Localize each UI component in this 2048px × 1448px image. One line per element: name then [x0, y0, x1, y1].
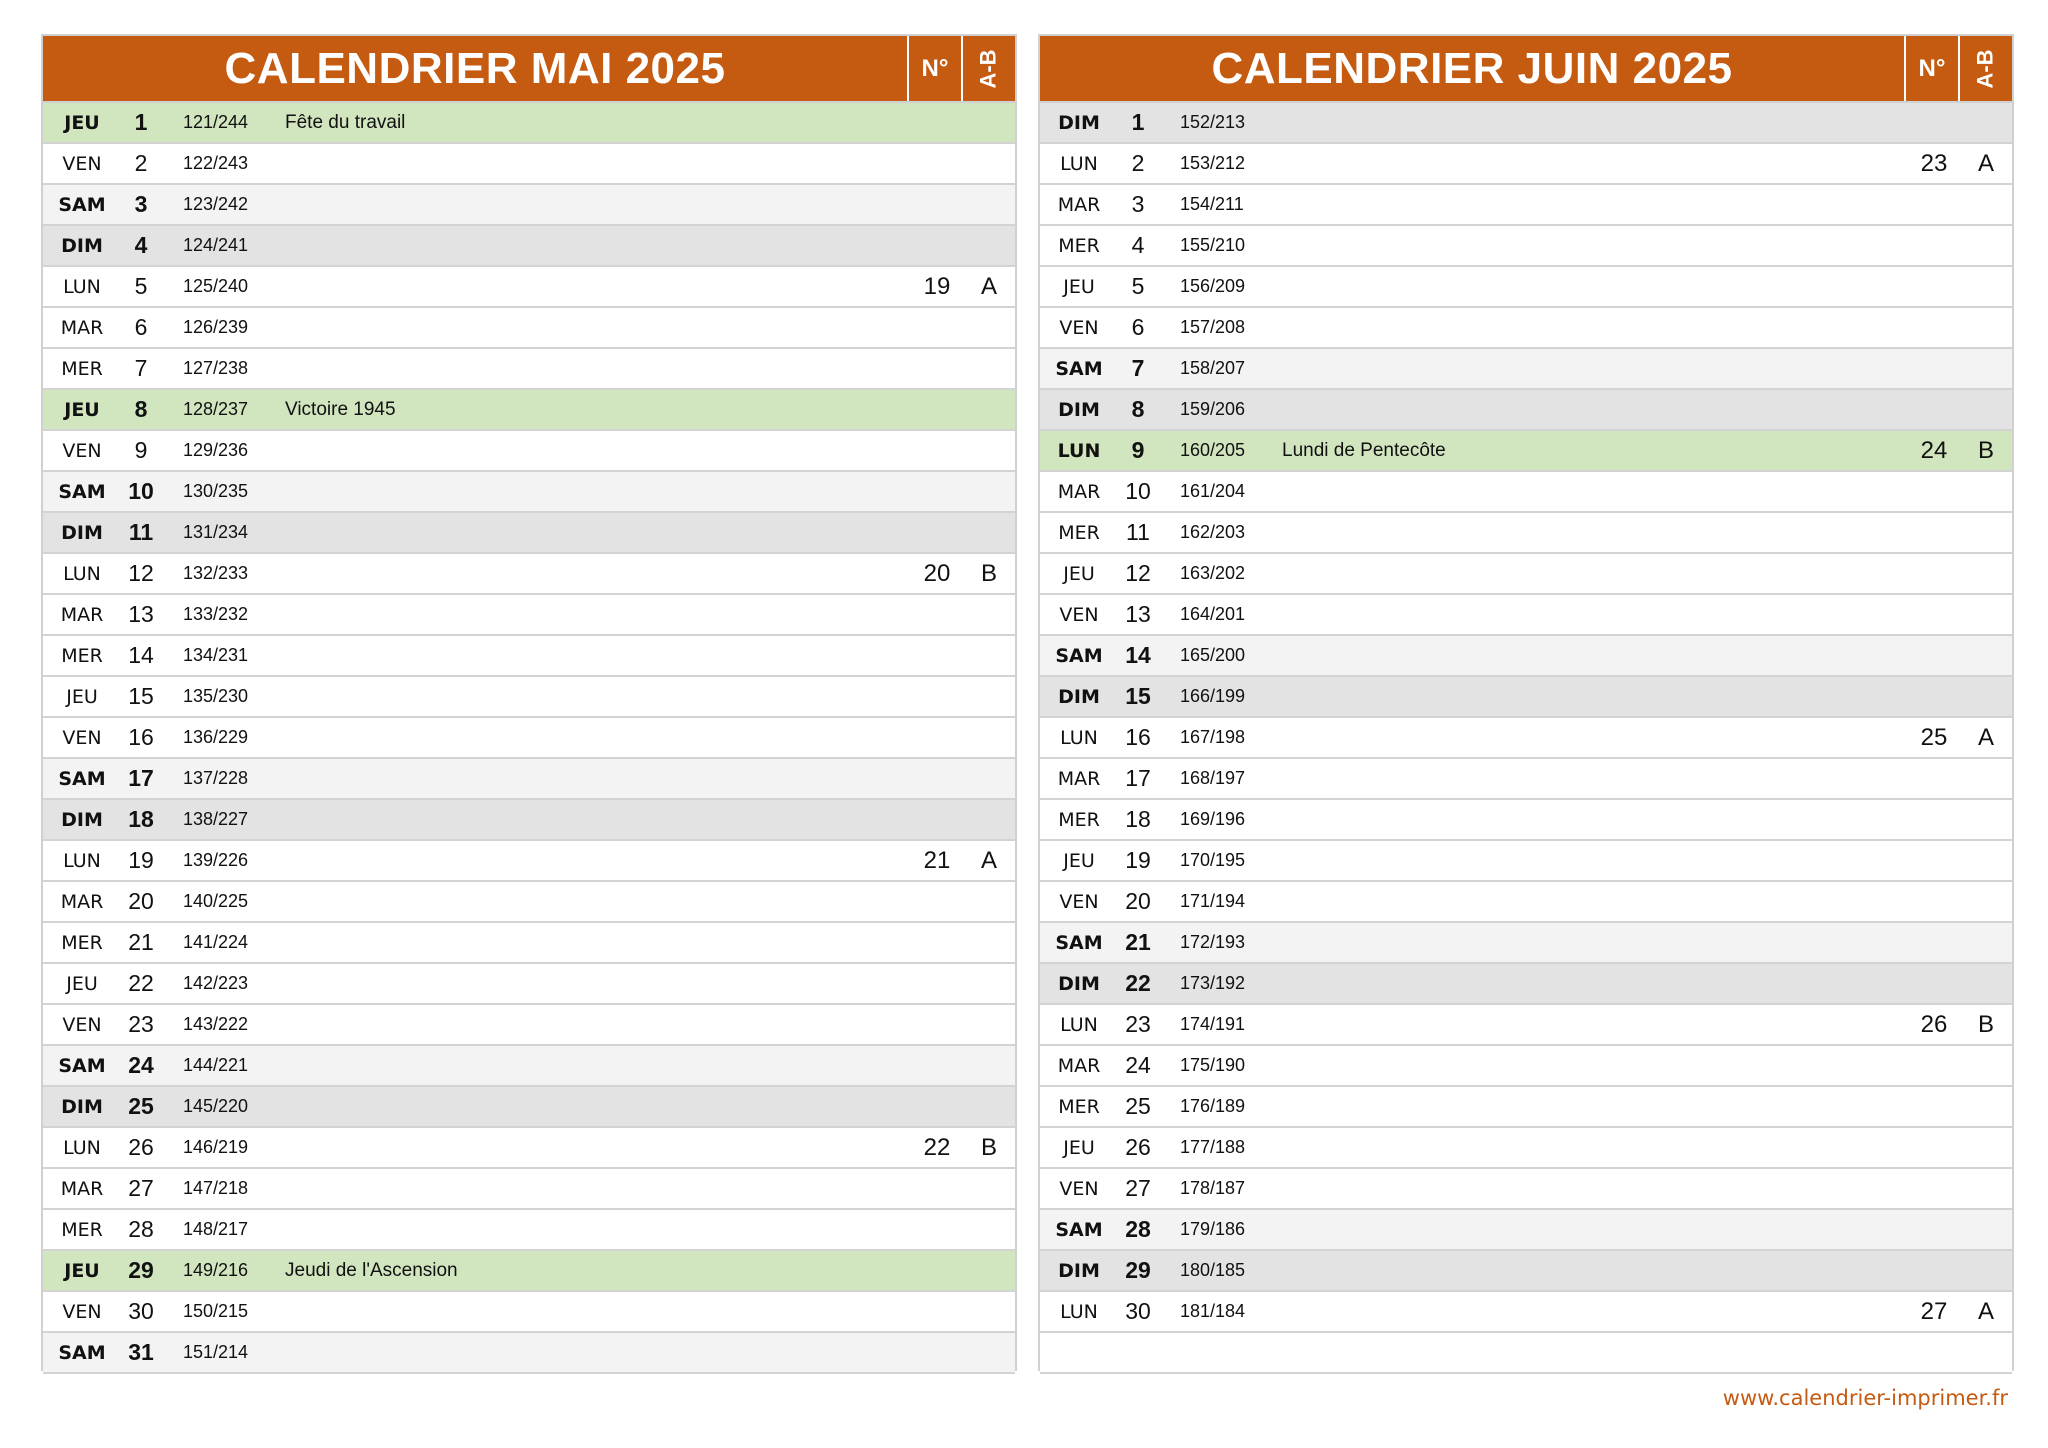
day-row: [1040, 800, 2012, 841]
day-of-year: 157/208: [1180, 317, 1246, 337]
weekday-label: MAR: [60, 890, 104, 913]
day-number: 29: [1125, 1257, 1151, 1283]
day-row: [43, 1046, 1015, 1087]
day-number: 21: [1125, 929, 1151, 955]
day-of-year: 126/239: [183, 317, 249, 337]
day-of-year: 180/185: [1180, 1260, 1246, 1280]
day-row: [43, 1087, 1015, 1128]
day-row: [1040, 841, 2012, 882]
weekday-label: SAM: [58, 480, 106, 503]
day-number: 13: [128, 601, 154, 627]
day-number: 12: [1125, 560, 1151, 586]
day-of-year: 142/223: [183, 973, 249, 993]
day-row: [43, 718, 1015, 759]
day-of-year: 167/198: [1180, 727, 1246, 747]
day-of-year: 136/229: [183, 727, 249, 747]
day-number: 9: [134, 437, 148, 463]
ab-week-letter: A: [1977, 1297, 1994, 1325]
weekday-label: LUN: [1060, 152, 1098, 175]
day-of-year: 179/186: [1180, 1219, 1246, 1239]
day-number: 6: [134, 314, 148, 340]
day-number: 27: [128, 1175, 154, 1201]
day-number: 3: [134, 191, 148, 217]
day-of-year: 132/233: [183, 563, 249, 583]
day-row: [1040, 1005, 2012, 1046]
weekday-label: JEU: [66, 972, 98, 995]
ab-week-header: [1958, 36, 2012, 101]
weekday-label: JEU: [1063, 562, 1095, 585]
day-row: [1040, 1046, 2012, 1087]
day-row: [1040, 636, 2012, 677]
weekday-label: DIM: [61, 808, 103, 831]
day-number: 24: [1125, 1052, 1151, 1078]
week-number-header: N°: [1904, 36, 1958, 101]
day-row: [1040, 308, 2012, 349]
day-number: 24: [128, 1052, 154, 1078]
day-of-year: 166/199: [1180, 686, 1246, 706]
weekday-label: MER: [1058, 234, 1100, 257]
day-number: 9: [1131, 437, 1145, 463]
ab-week-letter: A: [980, 272, 997, 300]
day-of-year: 178/187: [1180, 1178, 1246, 1198]
weekday-label: DIM: [1058, 685, 1100, 708]
day-number: 23: [128, 1011, 154, 1037]
week-number: 26: [1920, 1010, 1948, 1038]
day-of-year: 151/214: [183, 1342, 249, 1362]
day-of-year: 145/220: [183, 1096, 249, 1116]
day-number: 19: [1125, 847, 1151, 873]
day-of-year: 155/210: [1180, 235, 1246, 255]
day-row: [43, 226, 1015, 267]
week-number: 20: [923, 559, 951, 587]
day-number: 7: [1131, 355, 1145, 381]
day-row: [1040, 226, 2012, 267]
week-number: 25: [1920, 723, 1948, 751]
weekday-label: MAR: [1057, 193, 1101, 216]
day-of-year: 174/191: [1180, 1014, 1246, 1034]
day-number: 1: [1131, 109, 1145, 135]
day-number: 8: [1131, 396, 1145, 422]
weekday-label: VEN: [62, 439, 102, 462]
calendar-header: [43, 36, 1015, 103]
weekday-label: DIM: [61, 234, 103, 257]
day-of-year: 165/200: [1180, 645, 1246, 665]
day-of-year: 170/195: [1180, 850, 1246, 870]
day-of-year: 125/240: [183, 276, 249, 296]
day-row: [43, 882, 1015, 923]
day-row: [43, 841, 1015, 882]
day-row: [43, 677, 1015, 718]
weekday-label: MAR: [60, 316, 104, 339]
day-row: [43, 185, 1015, 226]
day-of-year: 134/231: [183, 645, 249, 665]
weekday-label: MAR: [1057, 767, 1101, 790]
ab-week-letter: A: [1977, 149, 1994, 177]
day-note: Fête du travail: [285, 111, 406, 133]
ab-week-letter: B: [1977, 1010, 1994, 1038]
day-of-year: 133/232: [183, 604, 249, 624]
day-row: [1040, 267, 2012, 308]
day-row: [1040, 185, 2012, 226]
day-of-year: 176/189: [1180, 1096, 1246, 1116]
day-rows: [43, 103, 1015, 1374]
day-row: [43, 1251, 1015, 1292]
day-number: 15: [128, 683, 154, 709]
day-of-year: 148/217: [183, 1219, 249, 1239]
week-number: 22: [923, 1133, 951, 1161]
day-of-year: 171/194: [1180, 891, 1246, 911]
weekday-label: JEU: [64, 1259, 100, 1282]
weekday-label: MER: [61, 931, 103, 954]
weekday-label: MER: [1058, 1095, 1100, 1118]
day-number: 15: [1125, 683, 1151, 709]
weekday-label: MER: [1058, 521, 1100, 544]
weekday-label: LUN: [1060, 1300, 1098, 1323]
weekday-label: VEN: [1059, 890, 1099, 913]
day-row: [43, 144, 1015, 185]
day-row: [1040, 513, 2012, 554]
weekday-label: LUN: [63, 562, 101, 585]
day-number: 13: [1125, 601, 1151, 627]
day-number: 31: [128, 1339, 154, 1365]
day-number: 29: [128, 1257, 154, 1283]
weekday-label: MAR: [60, 603, 104, 626]
day-number: 17: [128, 765, 154, 791]
day-of-year: 122/243: [183, 153, 249, 173]
day-number: 14: [1125, 642, 1151, 668]
day-number: 17: [1125, 765, 1151, 791]
day-row: [1040, 431, 2012, 472]
day-number: 8: [134, 396, 148, 422]
day-of-year: 139/226: [183, 850, 249, 870]
day-row: [1040, 554, 2012, 595]
day-number: 6: [1131, 314, 1145, 340]
day-row: [43, 103, 1015, 144]
day-row: [43, 349, 1015, 390]
day-of-year: 131/234: [183, 522, 249, 542]
weekday-label: LUN: [1060, 1013, 1098, 1036]
day-of-year: 161/204: [1180, 481, 1246, 501]
day-rows: [1040, 103, 2012, 1374]
day-of-year: 127/238: [183, 358, 249, 378]
day-row: [1040, 923, 2012, 964]
calendar-header: [1040, 36, 2012, 103]
weekday-label: JEU: [64, 111, 100, 134]
week-number: 21: [923, 846, 951, 874]
day-number: 28: [1125, 1216, 1151, 1242]
weekday-label: DIM: [1058, 111, 1100, 134]
calendar-may: [41, 34, 1017, 1371]
week-number-header: N°: [907, 36, 961, 101]
day-number: 25: [128, 1093, 154, 1119]
day-of-year: 169/196: [1180, 809, 1246, 829]
day-row: [1040, 677, 2012, 718]
day-of-year: 153/212: [1180, 153, 1246, 173]
day-number: 1: [134, 109, 148, 135]
day-number: 22: [128, 970, 154, 996]
day-of-year: 173/192: [1180, 973, 1246, 993]
day-row: [1040, 759, 2012, 800]
day-of-year: 168/197: [1180, 768, 1246, 788]
day-row: [43, 1005, 1015, 1046]
day-of-year: 150/215: [183, 1301, 249, 1321]
calendar-title: CALENDRIER JUIN 2025: [1211, 43, 1733, 93]
day-of-year: 158/207: [1180, 358, 1246, 378]
weekday-label: SAM: [1055, 357, 1103, 380]
weekday-label: MAR: [60, 1177, 104, 1200]
day-row: [43, 554, 1015, 595]
weekday-label: JEU: [64, 398, 100, 421]
day-row: [43, 964, 1015, 1005]
day-of-year: 146/219: [183, 1137, 249, 1157]
day-row: [43, 923, 1015, 964]
ab-week-header-label: A-B: [975, 48, 1001, 89]
day-row: [1040, 390, 2012, 431]
day-number: 21: [128, 929, 154, 955]
ab-week-letter: A: [980, 846, 997, 874]
weekday-label: VEN: [1059, 603, 1099, 626]
day-row: [1040, 1128, 2012, 1169]
day-number: 18: [128, 806, 154, 832]
day-row: [43, 431, 1015, 472]
day-row: [43, 1210, 1015, 1251]
weekday-label: LUN: [1057, 439, 1101, 462]
day-of-year: 160/205: [1180, 440, 1246, 460]
day-of-year: 129/236: [183, 440, 249, 460]
day-row: [1040, 1210, 2012, 1251]
ab-week-header: [961, 36, 1015, 101]
weekday-label: MAR: [1057, 480, 1101, 503]
weekday-label: VEN: [62, 152, 102, 175]
day-row: [43, 308, 1015, 349]
day-of-year: 124/241: [183, 235, 249, 255]
weekday-label: DIM: [1058, 1259, 1100, 1282]
day-number: 3: [1131, 191, 1145, 217]
day-row: [43, 636, 1015, 677]
day-of-year: 123/242: [183, 194, 249, 214]
weekday-label: JEU: [66, 685, 98, 708]
weekday-label: JEU: [1063, 1136, 1095, 1159]
day-row: [43, 1333, 1015, 1374]
day-note: Jeudi de l'Ascension: [285, 1259, 458, 1281]
week-number: 24: [1920, 436, 1948, 464]
ab-week-letter: B: [980, 1133, 997, 1161]
day-row: [1040, 1333, 2012, 1374]
day-of-year: 154/211: [1180, 194, 1244, 214]
day-number: 5: [1131, 273, 1145, 299]
day-of-year: 152/213: [1180, 112, 1246, 132]
day-number: 2: [134, 150, 148, 176]
weekday-label: VEN: [1059, 1177, 1099, 1200]
day-number: 10: [128, 478, 154, 504]
day-of-year: 163/202: [1180, 563, 1246, 583]
day-number: 12: [128, 560, 154, 586]
weekday-label: JEU: [1063, 849, 1095, 872]
day-row: [1040, 964, 2012, 1005]
day-number: 28: [128, 1216, 154, 1242]
weekday-label: VEN: [62, 1013, 102, 1036]
day-of-year: 128/237: [183, 399, 249, 419]
weekday-label: SAM: [1055, 644, 1103, 667]
day-number: 4: [134, 232, 148, 258]
weekday-label: JEU: [1063, 275, 1095, 298]
weekday-label: MER: [61, 357, 103, 380]
day-of-year: 149/216: [183, 1260, 249, 1280]
day-of-year: 147/218: [183, 1178, 249, 1198]
day-row: [43, 390, 1015, 431]
calendar-title: CALENDRIER MAI 2025: [224, 43, 726, 93]
weekday-label: SAM: [1055, 931, 1103, 954]
day-note: Victoire 1945: [285, 398, 396, 420]
weekday-label: LUN: [1060, 726, 1098, 749]
day-number: 16: [1125, 724, 1151, 750]
footer-website-link[interactable]: www.calendrier-imprimer.fr: [1722, 1386, 2008, 1410]
weekday-label: VEN: [62, 726, 102, 749]
ab-week-letter: B: [980, 559, 997, 587]
weekday-label: VEN: [62, 1300, 102, 1323]
day-number: 7: [134, 355, 148, 381]
day-row: [1040, 1169, 2012, 1210]
weekday-label: SAM: [58, 193, 106, 216]
weekday-label: DIM: [1058, 972, 1100, 995]
ab-week-letter: B: [1977, 436, 1994, 464]
day-number: 14: [128, 642, 154, 668]
day-number: 5: [134, 273, 148, 299]
weekday-label: VEN: [1059, 316, 1099, 339]
day-number: 25: [1125, 1093, 1151, 1119]
weekday-label: LUN: [63, 849, 101, 872]
day-of-year: 138/227: [183, 809, 249, 829]
weekday-label: MAR: [1057, 1054, 1101, 1077]
day-of-year: 175/190: [1180, 1055, 1246, 1075]
day-row: [1040, 1251, 2012, 1292]
day-row: [43, 513, 1015, 554]
ab-week-letter: A: [1977, 723, 1994, 751]
week-number: 23: [1920, 149, 1948, 177]
day-of-year: 144/221: [183, 1055, 249, 1075]
day-of-year: 143/222: [183, 1014, 249, 1034]
day-of-year: 181/184: [1180, 1301, 1246, 1321]
day-row: [1040, 103, 2012, 144]
day-of-year: 172/193: [1180, 932, 1246, 952]
day-row: [43, 595, 1015, 636]
day-of-year: 135/230: [183, 686, 249, 706]
day-number: 10: [1125, 478, 1151, 504]
weekday-label: LUN: [63, 275, 101, 298]
day-number: 27: [1125, 1175, 1151, 1201]
weekday-label: DIM: [61, 1095, 103, 1118]
day-row: [1040, 595, 2012, 636]
day-number: 2: [1131, 150, 1145, 176]
day-of-year: 164/201: [1180, 604, 1246, 624]
day-row: [1040, 1292, 2012, 1333]
day-number: 30: [128, 1298, 154, 1324]
day-of-year: 137/228: [183, 768, 249, 788]
day-number: 11: [128, 519, 154, 545]
day-number: 26: [128, 1134, 154, 1160]
day-row: [43, 267, 1015, 308]
day-of-year: 162/203: [1180, 522, 1246, 542]
day-of-year: 130/235: [183, 481, 249, 501]
day-row: [1040, 882, 2012, 923]
day-number: 4: [1131, 232, 1145, 258]
weekday-label: MER: [61, 1218, 103, 1241]
weekday-label: MER: [1058, 808, 1100, 831]
day-of-year: 121/244: [183, 112, 249, 132]
weekday-label: SAM: [1055, 1218, 1103, 1241]
day-row: [1040, 1087, 2012, 1128]
weekday-label: LUN: [63, 1136, 101, 1159]
day-row: [1040, 472, 2012, 513]
day-number: 19: [128, 847, 154, 873]
weekday-label: DIM: [1058, 398, 1100, 421]
day-of-year: 177/188: [1180, 1137, 1246, 1157]
day-row: [1040, 349, 2012, 390]
day-number: 26: [1125, 1134, 1151, 1160]
day-of-year: 156/209: [1180, 276, 1246, 296]
day-number: 20: [128, 888, 154, 914]
day-row: [43, 1128, 1015, 1169]
day-row: [43, 1169, 1015, 1210]
day-row: [43, 800, 1015, 841]
day-number: 11: [1126, 519, 1150, 545]
weekday-label: SAM: [58, 1341, 106, 1364]
day-row: [43, 472, 1015, 513]
weekday-label: MER: [61, 644, 103, 667]
day-number: 30: [1125, 1298, 1151, 1324]
weekday-label: SAM: [58, 767, 106, 790]
weekday-label: DIM: [61, 521, 103, 544]
day-number: 22: [1125, 970, 1151, 996]
week-number: 27: [1920, 1297, 1948, 1325]
day-of-year: 140/225: [183, 891, 249, 911]
day-row: [43, 759, 1015, 800]
weekday-label: SAM: [58, 1054, 106, 1077]
day-row: [1040, 718, 2012, 759]
calendar-june: [1038, 34, 2014, 1371]
week-number: 19: [923, 272, 951, 300]
day-number: 23: [1125, 1011, 1151, 1037]
day-number: 18: [1125, 806, 1151, 832]
day-number: 20: [1125, 888, 1151, 914]
day-row: [43, 1292, 1015, 1333]
day-number: 16: [128, 724, 154, 750]
ab-week-header-label: A-B: [1972, 48, 1998, 89]
day-of-year: 141/224: [183, 932, 249, 952]
day-of-year: 159/206: [1180, 399, 1246, 419]
day-note: Lundi de Pentecôte: [1282, 439, 1446, 461]
day-row: [1040, 144, 2012, 185]
